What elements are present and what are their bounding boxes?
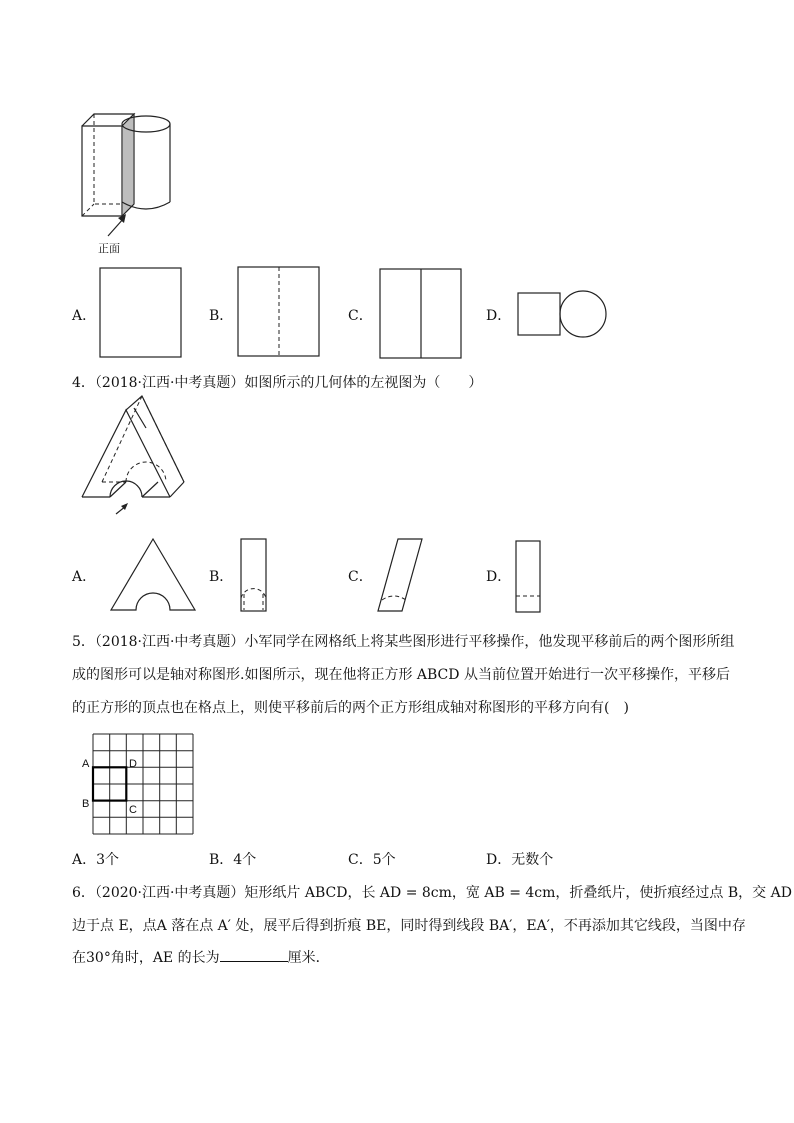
q4-option-b-figure [240, 538, 270, 612]
q4-option-b-label[interactable]: B． [209, 569, 234, 585]
prism-cylinder-figure [70, 108, 190, 258]
q6-question-line3 [72, 947, 330, 968]
q4-option-d-figure [515, 540, 543, 614]
q5-option-b[interactable]: B．4个 [209, 852, 257, 868]
q3-option-d-label[interactable]: D． [486, 308, 512, 324]
q6-line3-text: 在30°角时，AE 的长为 [72, 950, 220, 966]
grid-label-c: C [129, 804, 137, 816]
q4-option-c-label[interactable]: C． [348, 569, 373, 585]
grid-label-d: D [129, 758, 137, 770]
q6-line3-unit: 厘米． [287, 950, 330, 966]
q5-option-d[interactable]: D．无数个 [486, 852, 554, 868]
grid-label-b: B [82, 798, 90, 810]
q3-option-b-figure [238, 267, 320, 357]
grid-label-a: A [82, 758, 90, 770]
q3-option-c-label[interactable]: C． [348, 308, 373, 324]
q3-option-d-figure [518, 291, 610, 337]
q3-option-c-figure [380, 269, 462, 359]
q6-question-line1: 6．（2020·江西·中考真题）矩形纸片 ABCD，长 AD = 8cm，宽 AB = 4cm，折叠纸片，使折痕经过点 B，交 AD [72, 885, 792, 901]
q5-question-line2: 成的图形可以是轴对称图形.如图所示，现在他将正方形 ABCD 从当前位置开始进行一次平移操作，平移后 [72, 667, 730, 683]
q3-option-a-label[interactable]: A． [72, 308, 97, 324]
q3-option-a-figure [100, 268, 182, 358]
q6-question-line2: 边于点 E，点A 落在点 A′ 处，展平后得到折痕 BE，同时得到线段 BA′，EA′，不再添加其它线段，当图中存 [72, 918, 746, 934]
q4-question: 4．（2018·江西·中考真题）如图所示的几何体的左视图为（ ） [72, 375, 483, 391]
q5-question-line1: 5．（2018·江西·中考真题）小军同学在网格纸上将某些图形进行平移操作，他发现平移前后的两个图形所组 [72, 634, 735, 650]
q5-grid-figure [93, 734, 195, 836]
q4-option-a-label[interactable]: A． [72, 569, 97, 585]
q3-option-b-label[interactable]: B． [209, 308, 234, 324]
q5-option-a[interactable]: A．3个 [72, 852, 120, 868]
q4-option-c-figure [376, 538, 426, 614]
q5-question-line3: 的正方形的顶点也在格点上，则使平移前后的两个正方形组成轴对称图形的平移方向有( ) [72, 700, 629, 716]
q4-option-d-label[interactable]: D． [486, 569, 512, 585]
front-label: 正面 [98, 243, 120, 255]
answer-blank[interactable] [220, 947, 288, 962]
q4-solid-figure [80, 390, 190, 520]
q4-option-a-figure [110, 538, 200, 612]
q5-option-c[interactable]: C．5个 [348, 852, 396, 868]
